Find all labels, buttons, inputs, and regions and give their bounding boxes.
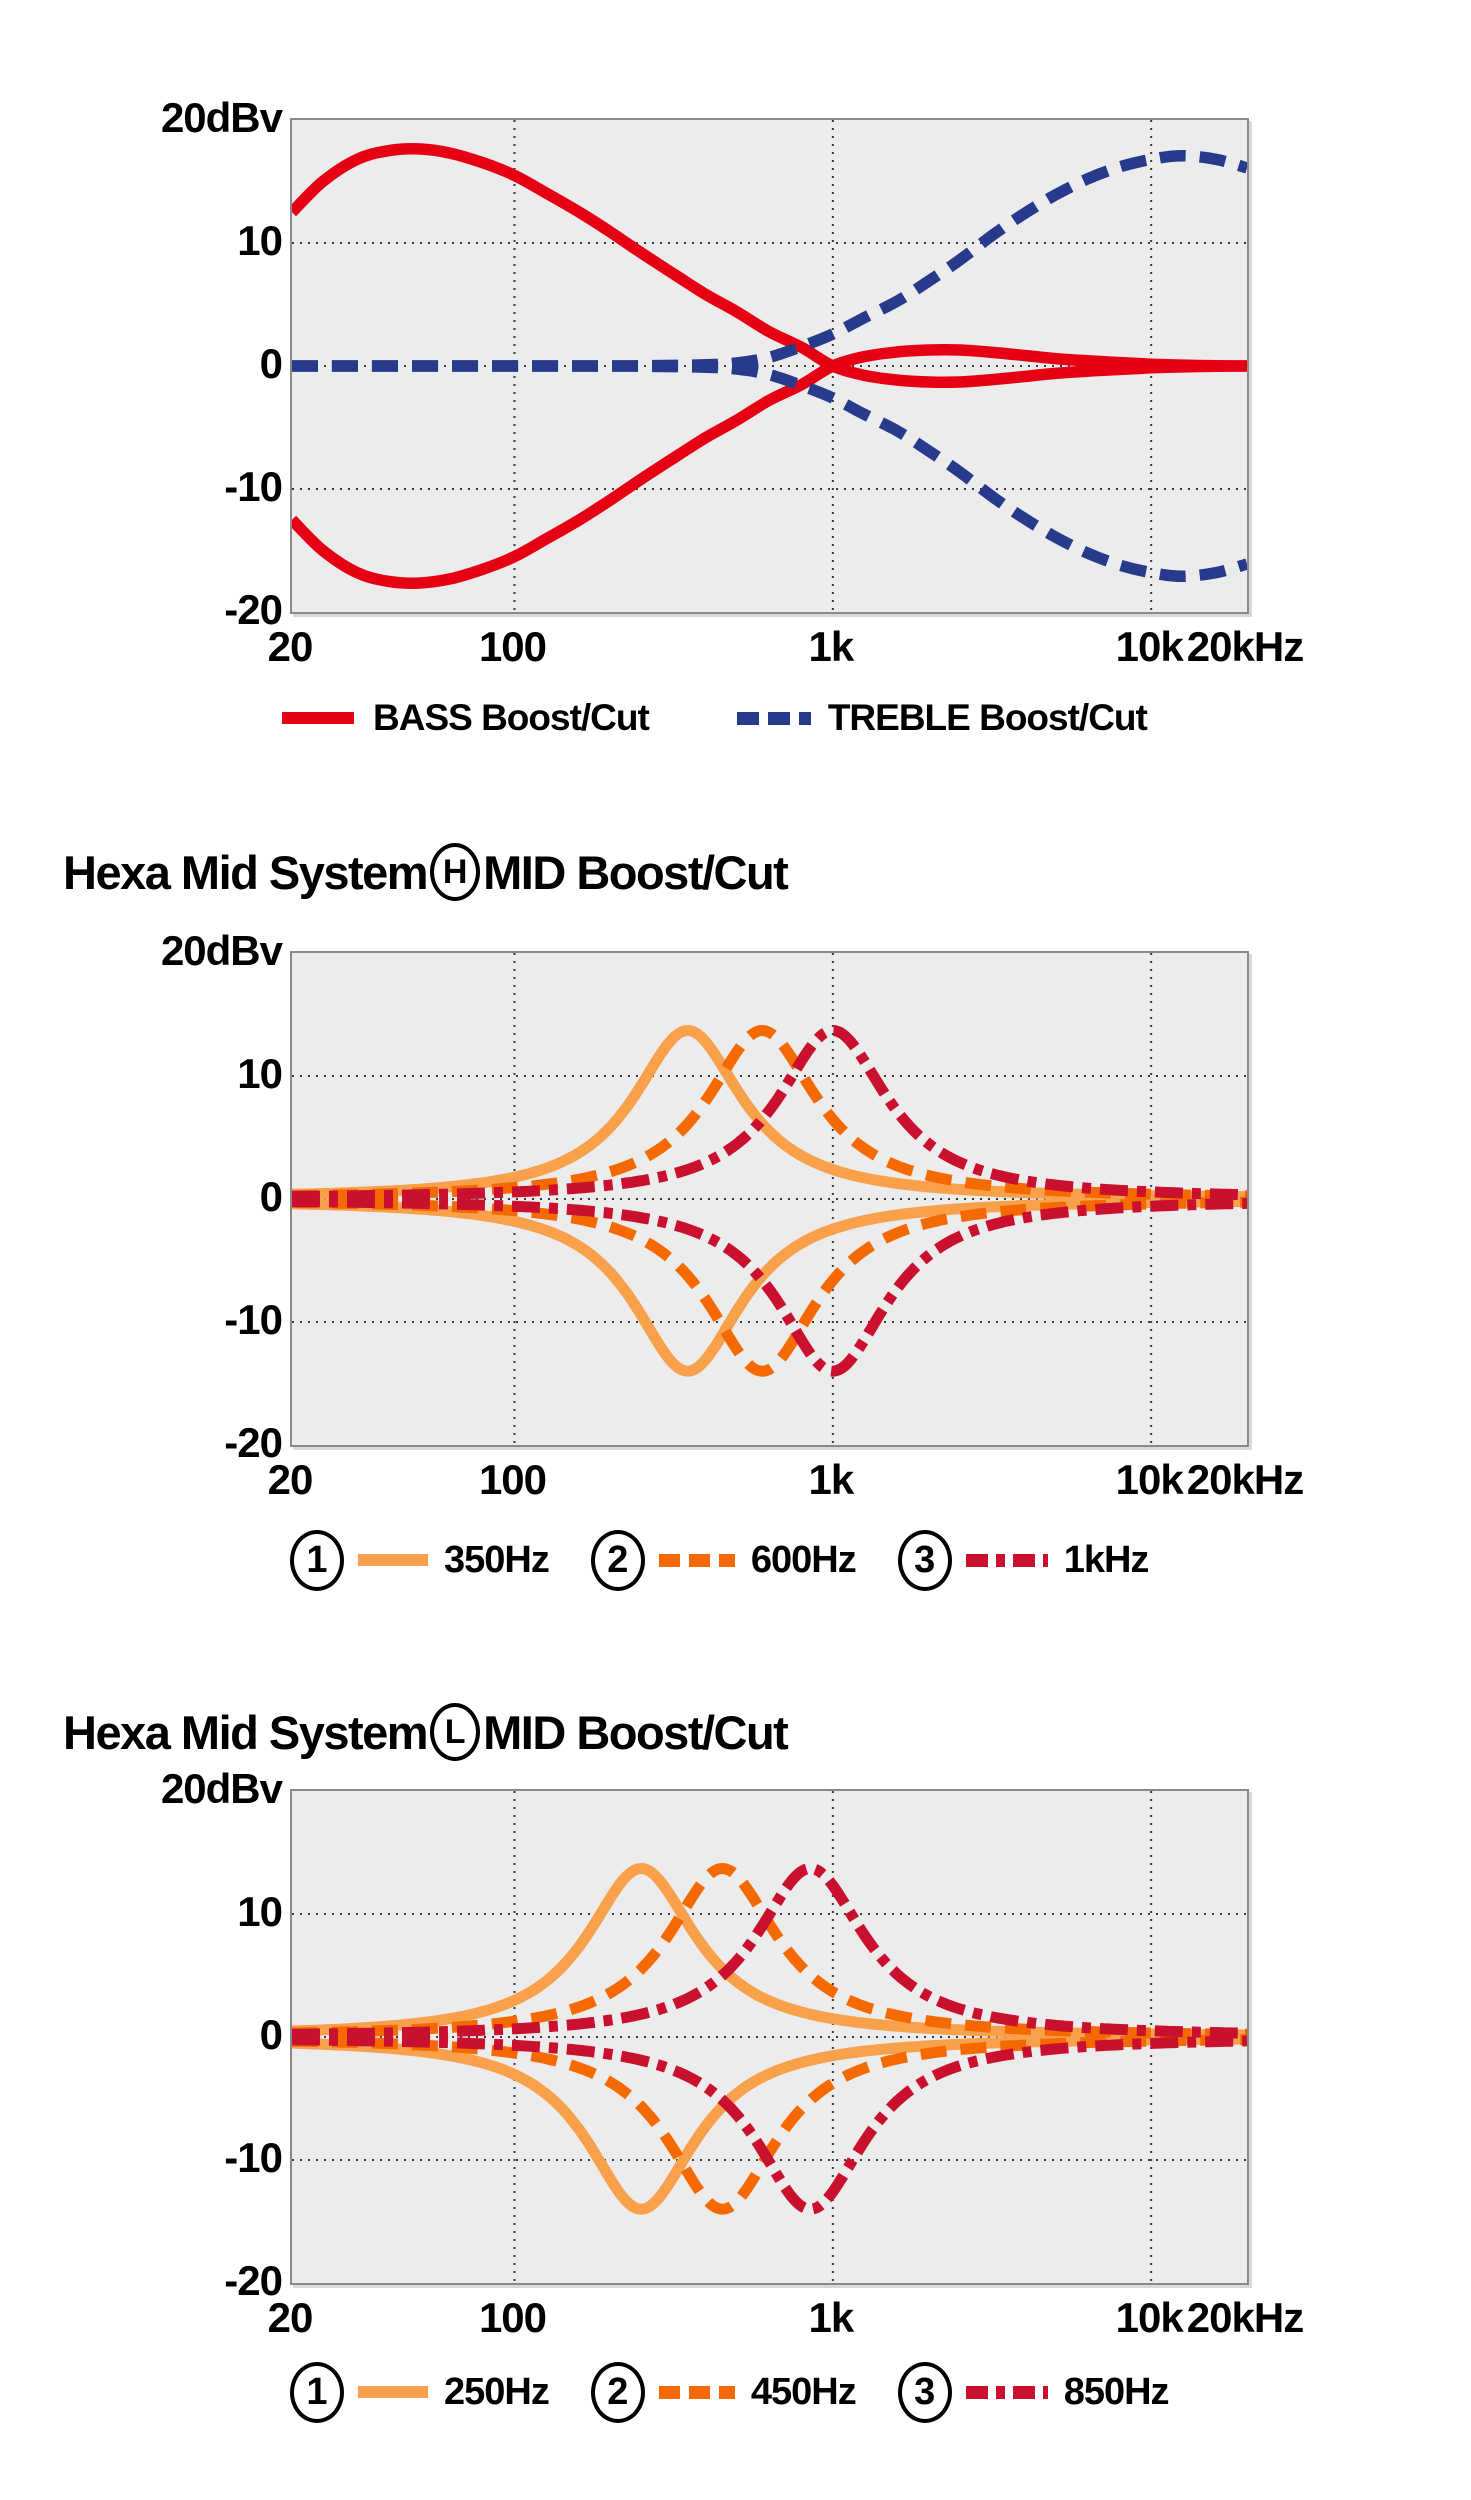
- x-tick-label-100: 100: [478, 1456, 547, 1503]
- x-tick-label-1k: 1k: [808, 623, 854, 670]
- x-tick-label-20kHz: 20kHz: [1186, 623, 1304, 670]
- hexa-mid-l-legend: [290, 2364, 1169, 2420]
- y-tick-label-10: 10: [237, 1888, 282, 1935]
- bass-cut-curve: [292, 350, 1247, 583]
- x-tick-label-10k: 10k: [1115, 1456, 1183, 1503]
- 250hz-line-swatch: [358, 2386, 428, 2398]
- y-tick-label--20: -20: [224, 586, 282, 633]
- mid-250hz-cut-curve: [292, 2039, 1247, 2209]
- y-tick-label--10: -10: [224, 2134, 282, 2181]
- x-tick-label-1k: 1k: [808, 1456, 854, 1503]
- bass-boost-curve: [292, 149, 1247, 382]
- y-tick-label--20: -20: [224, 2257, 282, 2304]
- legend-label-250hz: 250Hz: [444, 2370, 549, 2413]
- legend-label-350hz: 350Hz: [444, 1538, 549, 1581]
- legend-label-treble: TREBLE Boost/Cut: [827, 697, 1147, 738]
- legend-item-treble: [737, 697, 1147, 739]
- circled-number-1: 1: [290, 2362, 344, 2423]
- hexa-mid-h-legend: [290, 1532, 1148, 1588]
- legend-item-250hz: [290, 2362, 549, 2423]
- legend-label-bass: BASS Boost/Cut: [373, 697, 649, 738]
- 350hz-line-swatch: [358, 1554, 428, 1566]
- treble-line-swatch: [737, 712, 811, 725]
- hexa-mid-l-plot: [290, 1789, 1249, 2285]
- x-tick-label-10k: 10k: [1115, 623, 1183, 670]
- circled-h-badge: H: [430, 843, 480, 901]
- x-tick-label-1k: 1k: [808, 2294, 854, 2341]
- x-tick-label-20kHz: 20kHz: [1186, 1456, 1304, 1503]
- legend-label-600hz: 600Hz: [750, 1538, 856, 1581]
- bass-treble-plot: [290, 118, 1249, 614]
- legend-item-450hz: [591, 2362, 856, 2423]
- y-tick-label--20: -20: [224, 1419, 282, 1466]
- title-prefix: Hexa Mid System: [63, 845, 428, 899]
- legend-label-1khz: 1kHz: [1063, 1538, 1149, 1581]
- x-tick-label-10k: 10k: [1115, 2294, 1183, 2341]
- legend-item-600hz: [591, 1530, 856, 1591]
- legend-label-450hz: 450Hz: [750, 2370, 856, 2413]
- y-tick-label--10: -10: [224, 463, 282, 510]
- hexa-mid-h-plot: [290, 951, 1249, 1447]
- legend-item-850hz: [898, 2362, 1169, 2423]
- circled-number-3: 3: [898, 1530, 952, 1591]
- x-tick-label-20: 20: [267, 2294, 313, 2341]
- 850hz-line-swatch: [966, 2386, 1048, 2399]
- x-tick-label-100: 100: [478, 623, 547, 670]
- mid-850hz-boost-curve: [292, 1868, 1247, 2034]
- x-tick-label-20: 20: [267, 1456, 313, 1503]
- y-tick-label-0: 0: [259, 1173, 282, 1220]
- mid-450hz-boost-curve: [292, 1868, 1247, 2034]
- title-suffix: MID Boost/Cut: [483, 845, 788, 899]
- title-prefix: Hexa Mid System: [63, 1705, 428, 1759]
- 1khz-line-swatch: [966, 1554, 1048, 1567]
- circled-number-2: 2: [591, 1530, 645, 1591]
- y-tick-label--10: -10: [224, 1296, 282, 1343]
- mid-450hz-cut-curve: [292, 2040, 1247, 2209]
- y-tick-label-20: 20dBv: [160, 927, 282, 974]
- circled-number-2: 2: [591, 2362, 645, 2423]
- mid-250hz-boost-curve: [292, 1868, 1247, 2035]
- legend-label-850hz: 850Hz: [1063, 2370, 1169, 2413]
- y-tick-label-0: 0: [259, 340, 282, 387]
- legend-item-350hz: [290, 1530, 549, 1591]
- bass-line-swatch: [282, 712, 354, 724]
- mid-1khz-boost-curve: [292, 1030, 1247, 1196]
- y-tick-label-10: 10: [237, 217, 282, 264]
- circled-number-3: 3: [898, 2362, 952, 2423]
- legend-item-bass: [282, 697, 649, 739]
- y-tick-label-20: 20dBv: [160, 1765, 282, 1812]
- y-tick-label-20: 20dBv: [160, 94, 282, 141]
- mid-850hz-cut-curve: [292, 2040, 1247, 2209]
- legend-item-1khz: [898, 1530, 1149, 1591]
- bass-treble-legend: [282, 690, 1147, 746]
- 600hz-line-swatch: [659, 1554, 735, 1567]
- circled-l-badge: L: [430, 1703, 480, 1761]
- x-tick-label-20: 20: [267, 623, 313, 670]
- hexa-mid-l-title: [63, 1703, 787, 1761]
- mid-1khz-cut-curve: [292, 1202, 1247, 1372]
- x-tick-label-20kHz: 20kHz: [1186, 2294, 1304, 2341]
- hexa-mid-h-title: [63, 843, 787, 901]
- y-tick-label-0: 0: [259, 2011, 282, 2058]
- title-suffix: MID Boost/Cut: [483, 1705, 788, 1759]
- y-tick-label-10: 10: [237, 1050, 282, 1097]
- circled-number-1: 1: [290, 1530, 344, 1591]
- x-tick-label-100: 100: [478, 2294, 547, 2341]
- 450hz-line-swatch: [659, 2386, 735, 2399]
